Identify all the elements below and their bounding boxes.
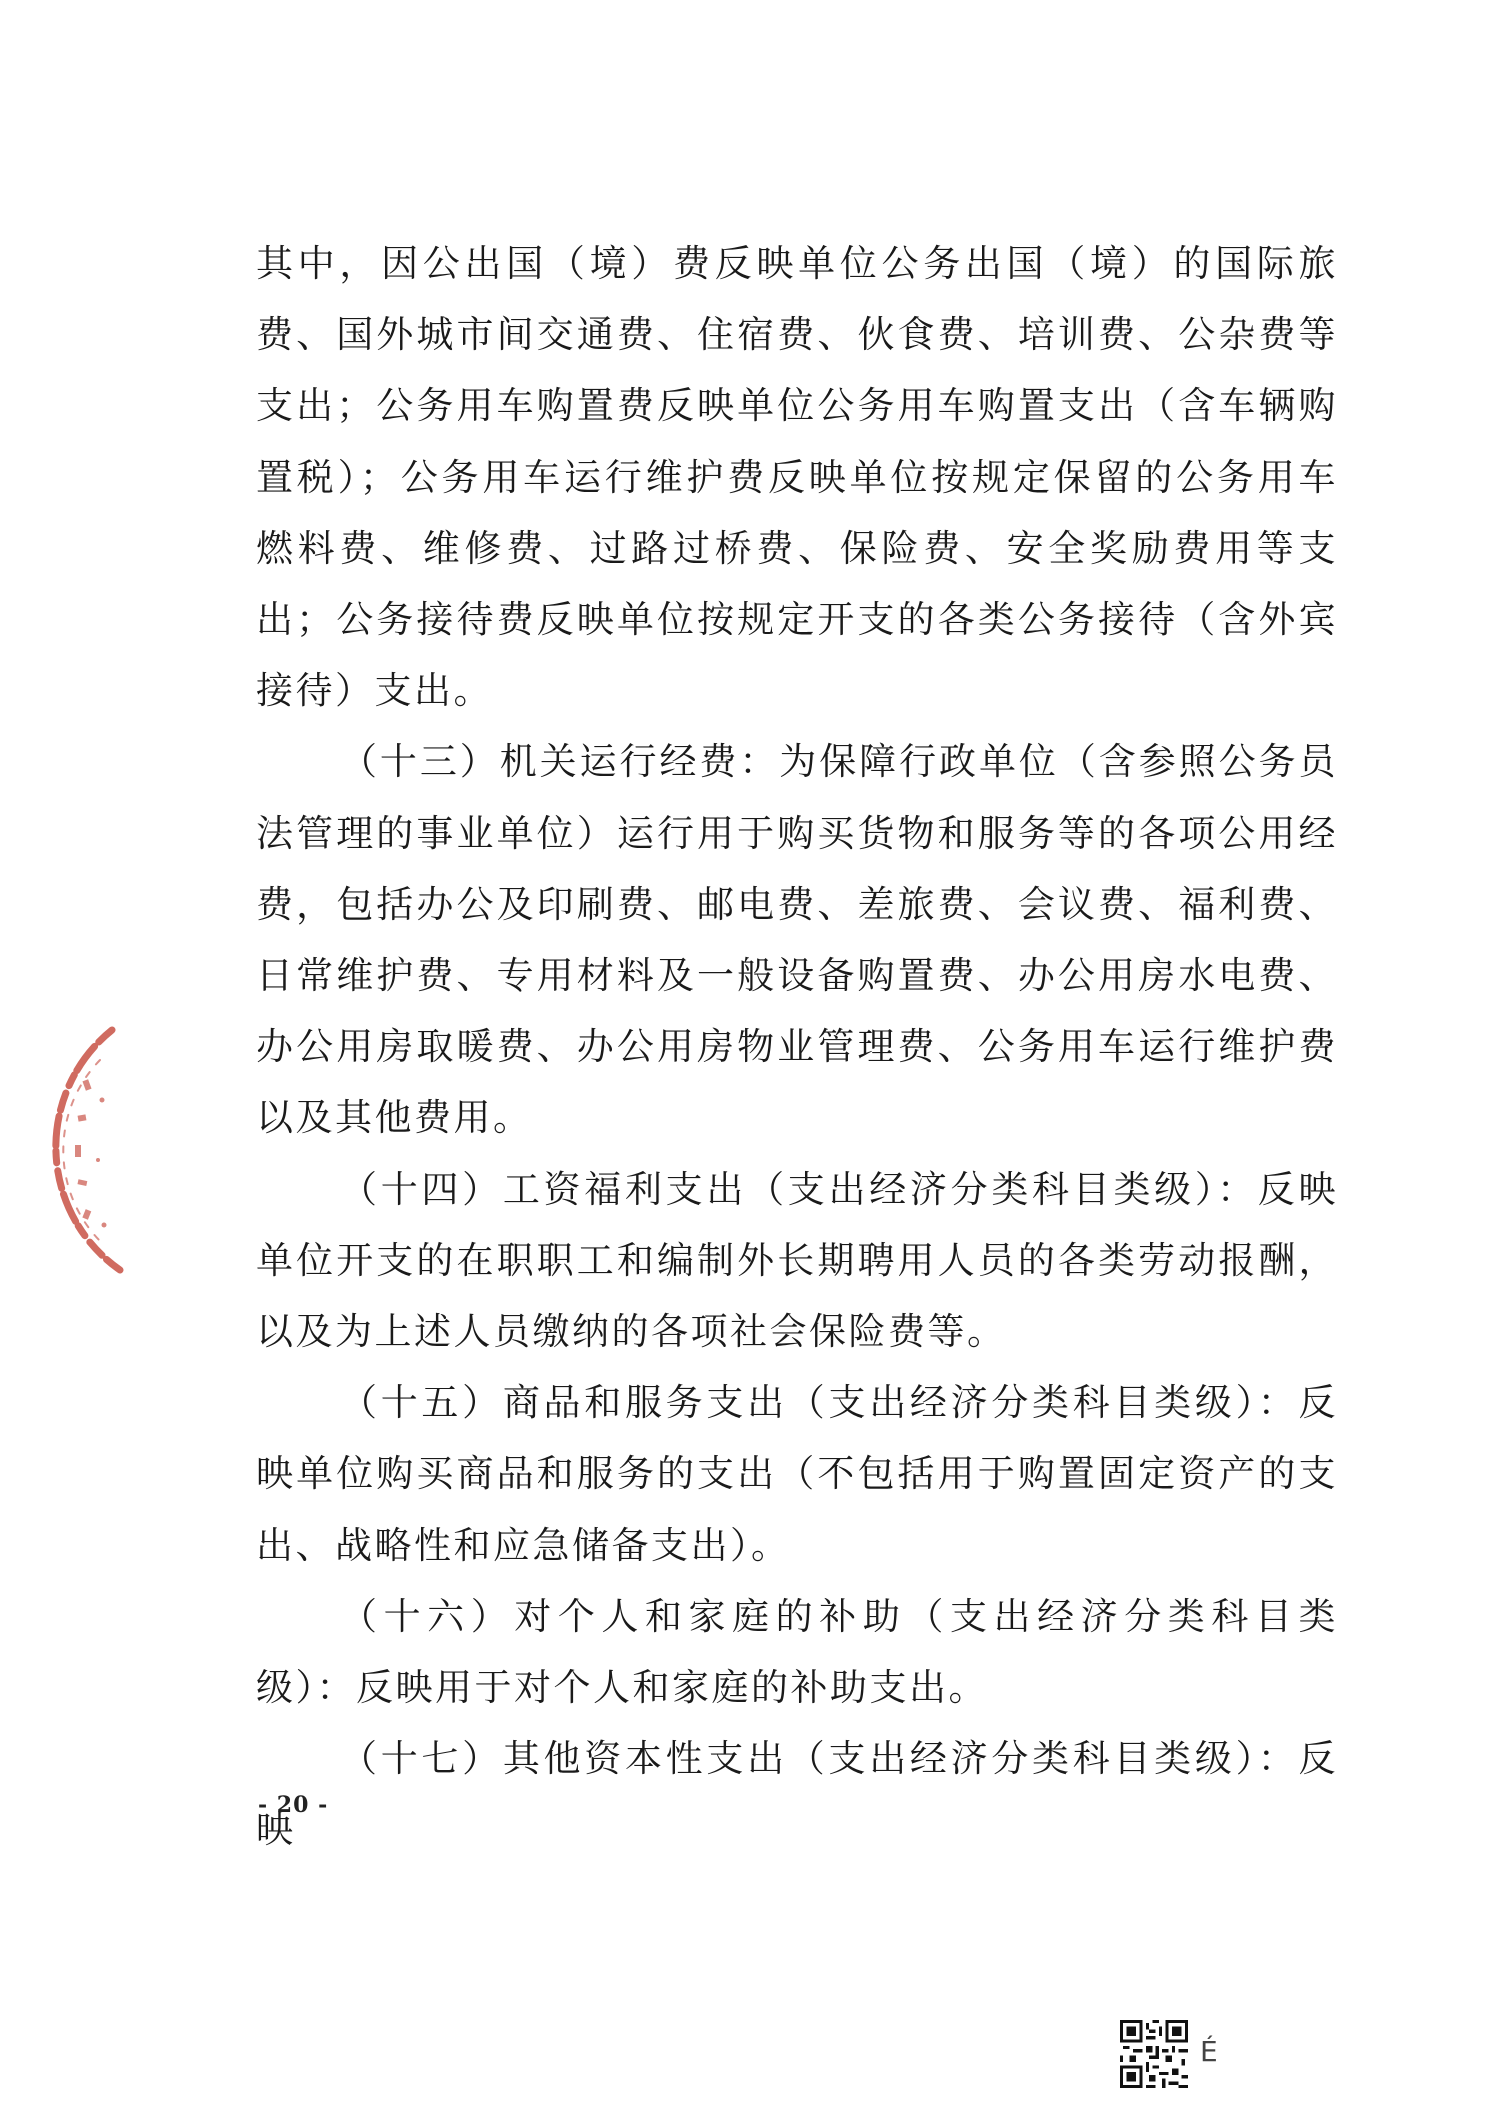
paragraph-13-agency-operating-costs: （十三）机关运行经费：为保障行政单位（含参照公务员法管理的事业单位）运行用于购买货物和服务等的各项公用经费，包括办公及印刷费、邮电费、差旅费、会议费、福利费、日常维护费、专用材料及一般设备购置费、办公用房水电费、办公用房取暖费、办公用房物业管理费、公务用车运行维护费以及其他费用。 <box>256 740 1338 1140</box>
paragraph-17-other-capital-expenditure: （十七）其他资本性支出（支出经济分类科目类级）：反映 <box>256 1737 1338 1852</box>
paragraph-14-wages-benefits: （十四）工资福利支出（支出经济分类科目类级）：反映单位开支的在职职工和编制外长期聘用人员的各类劳动报酬，以及为上述人员缴纳的各项社会保险费等。 <box>256 1167 1338 1354</box>
body-text <box>256 228 1338 1866</box>
paragraph-16-individual-household-subsidies: （十六）对个人和家庭的补助（支出经济分类科目类级）：反映用于对个人和家庭的补助支出。 <box>256 1594 1338 1710</box>
paragraph-official-expenses: 其中，因公出国（境）费反映单位公务出国（境）的国际旅费、国外城市间交通费、住宿费、伙食费、培训费、公杂费等支出；公务用车购置费反映单位公务用车购置支出（含车辆购置税）；公务用车运行维护费反映单位按规定保留的公务用车燃料费、维修费、过路过桥费、保险费、安全奖励费用等支出；公务接待费反映单位按规定开支的各类公务接待（含外宾接待）支出。 <box>256 242 1338 713</box>
red-seal-stamp <box>40 1020 170 1280</box>
qr-code-icon <box>1120 2020 1188 2088</box>
corner-mark: É <box>1200 2035 1218 2068</box>
paragraph-15-goods-services: （十五）商品和服务支出（支出经济分类科目类级）：反映单位购买商品和服务的支出（不包括用于购置固定资产的支出、战略性和应急储备支出）。 <box>256 1381 1338 1567</box>
page-number: - 20 - <box>258 1792 329 1818</box>
seal-icon <box>40 1020 170 1280</box>
